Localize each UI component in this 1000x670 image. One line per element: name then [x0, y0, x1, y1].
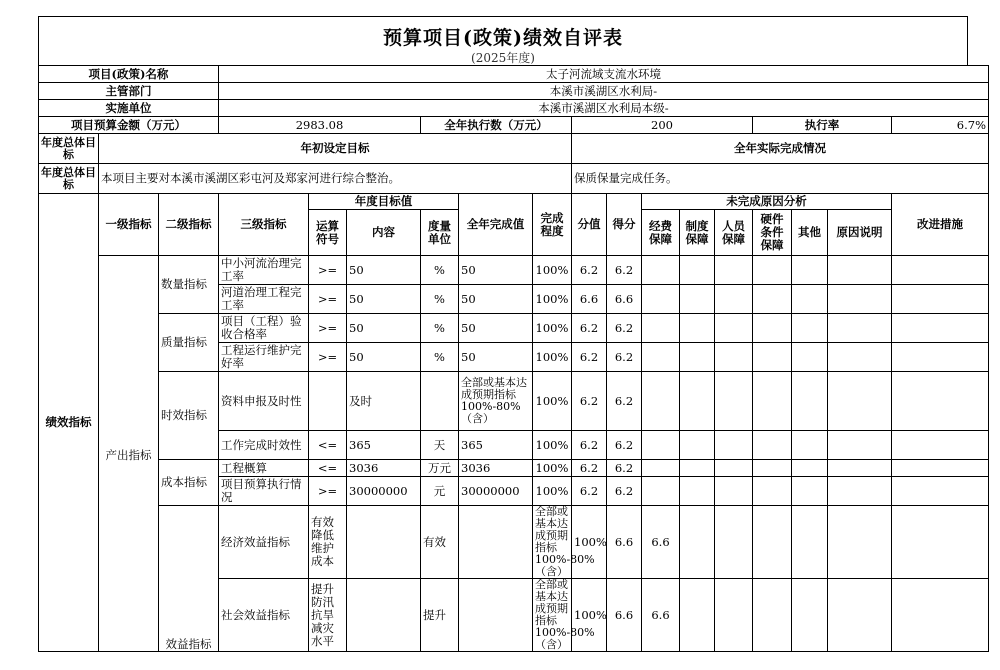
- degree-cell: 100%: [533, 477, 572, 506]
- empty-cell: [715, 431, 753, 460]
- empty-cell: [892, 506, 989, 579]
- score-cell: 6.2: [572, 372, 607, 431]
- l3-cell: 有效降低维护成本: [309, 506, 347, 579]
- empty-cell: [715, 256, 753, 285]
- empty-cell: [642, 477, 680, 506]
- perf-label: 绩效指标: [39, 194, 99, 652]
- empty-cell: [892, 477, 989, 506]
- unit-cell: 万元: [421, 460, 459, 477]
- score-cell: 6.6: [607, 506, 642, 579]
- empty-cell: [792, 372, 828, 431]
- content-cell: 提升: [421, 579, 459, 652]
- empty-cell: [753, 506, 792, 579]
- op-cell: >=: [309, 314, 347, 343]
- empty-cell: [753, 256, 792, 285]
- actual-cell: 50: [459, 343, 533, 372]
- table-row: [39, 372, 989, 431]
- l3-cell: 项目（工程）验收合格率: [219, 314, 309, 343]
- got-cell: 6.2: [607, 314, 642, 343]
- empty-cell: [828, 460, 892, 477]
- table-row: [39, 506, 989, 579]
- actual-cell: 50: [459, 314, 533, 343]
- l3-header: 三级指标: [219, 194, 309, 256]
- op-cell: >=: [309, 477, 347, 506]
- got-cell: 6.6: [642, 506, 680, 579]
- goal-actual-text: 保质保量完成任务。: [572, 164, 989, 194]
- rate-value: 6.7%: [892, 117, 989, 134]
- table-row: [39, 256, 989, 285]
- rate-label: 执行率: [753, 117, 892, 134]
- reason-header: 未完成原因分析: [642, 194, 892, 210]
- unit-value: 本溪市溪湖区水利局本级-: [219, 100, 989, 117]
- score-cell: 6.2: [572, 314, 607, 343]
- table-row: [39, 460, 989, 477]
- empty-cell: [828, 285, 892, 314]
- got-cell: 6.2: [607, 372, 642, 431]
- improve-header: 改进措施: [892, 194, 989, 256]
- empty-cell: [680, 314, 715, 343]
- empty-cell: [715, 314, 753, 343]
- goal-actual-header: 全年实际完成情况: [572, 134, 989, 164]
- empty-cell: [892, 579, 989, 652]
- degree-cell: 100%: [533, 285, 572, 314]
- op-cell: [347, 506, 421, 579]
- unit-cell: %: [421, 256, 459, 285]
- op-cell: >=: [309, 256, 347, 285]
- empty-cell: [680, 372, 715, 431]
- table-row: [39, 314, 989, 343]
- empty-cell: [753, 477, 792, 506]
- unit-label: 实施单位: [39, 100, 219, 117]
- reason-other-header: 其他: [792, 210, 828, 256]
- evaluation-table: [38, 65, 989, 652]
- content-cell: 及时: [347, 372, 421, 431]
- empty-cell: [642, 460, 680, 477]
- empty-cell: [680, 579, 715, 652]
- l3-cell: 提升防汛抗旱减灾水平: [309, 579, 347, 652]
- empty-cell: [828, 431, 892, 460]
- l2-econ: 经济效益指标: [219, 506, 309, 579]
- empty-cell: [715, 477, 753, 506]
- got-cell: 6.2: [607, 431, 642, 460]
- score-cell: 6.6: [572, 285, 607, 314]
- content-cell: 3036: [347, 460, 421, 477]
- reason-hardware-header: 硬件条件保障: [753, 210, 792, 256]
- empty-cell: [680, 477, 715, 506]
- empty-cell: [892, 460, 989, 477]
- l1-header: 一级指标: [99, 194, 159, 256]
- empty-cell: [715, 460, 753, 477]
- degree-cell: 100%: [533, 314, 572, 343]
- op-cell: <=: [309, 431, 347, 460]
- goal-initial-header: 年初设定目标: [99, 134, 572, 164]
- op-cell: >=: [309, 343, 347, 372]
- degree-cell: 100%: [533, 460, 572, 477]
- empty-cell: [828, 506, 892, 579]
- unit-cell: [421, 372, 459, 431]
- reason-system-header: 制度保障: [680, 210, 715, 256]
- actual-cell: 50: [459, 285, 533, 314]
- empty-cell: [642, 314, 680, 343]
- reason-explain-header: 原因说明: [828, 210, 892, 256]
- empty-cell: [792, 506, 828, 579]
- l2-cost: 成本指标: [159, 460, 219, 506]
- empty-cell: [892, 314, 989, 343]
- self-evaluation-sheet: [38, 16, 986, 652]
- empty-cell: [792, 460, 828, 477]
- empty-cell: [642, 372, 680, 431]
- content-cell: 50: [347, 314, 421, 343]
- l3-cell: 河道治理工程完工率: [219, 285, 309, 314]
- project-name-label: 项目(政策)名称: [39, 66, 219, 83]
- score-cell: 6.2: [572, 343, 607, 372]
- l2-social: 社会效益指标: [219, 579, 309, 652]
- score-cell: 6.6: [607, 579, 642, 652]
- empty-cell: [715, 579, 753, 652]
- l3-cell: 工作完成时效性: [219, 431, 309, 460]
- budget-label: 项目预算金额（万元）: [39, 117, 219, 134]
- got-cell: 6.2: [607, 343, 642, 372]
- l2-quantity: 数量指标: [159, 256, 219, 314]
- l2-quality: 质量指标: [159, 314, 219, 372]
- op-cell: <=: [309, 460, 347, 477]
- empty-cell: [828, 256, 892, 285]
- empty-cell: [715, 372, 753, 431]
- empty-cell: [892, 343, 989, 372]
- empty-cell: [792, 343, 828, 372]
- empty-cell: [715, 506, 753, 579]
- got-cell: 6.2: [607, 256, 642, 285]
- unit-cell: [459, 506, 533, 579]
- actual-cell: 全部或基本达成预期指标100%-80%（含）: [533, 579, 572, 652]
- empty-cell: [828, 343, 892, 372]
- content-cell: 50: [347, 256, 421, 285]
- op-cell: [309, 372, 347, 431]
- empty-cell: [792, 256, 828, 285]
- actual-cell: 3036: [459, 460, 533, 477]
- degree-cell: 100%: [533, 431, 572, 460]
- content-cell: 30000000: [347, 477, 421, 506]
- reason-funding-header: 经费保障: [642, 210, 680, 256]
- empty-cell: [828, 314, 892, 343]
- empty-cell: [680, 460, 715, 477]
- empty-cell: [753, 285, 792, 314]
- l2-time: 时效指标: [159, 372, 219, 460]
- score-cell: 6.2: [572, 431, 607, 460]
- empty-cell: [680, 431, 715, 460]
- dept-value: 本溪市溪湖区水利局-: [219, 83, 989, 100]
- unit-cell: 天: [421, 431, 459, 460]
- degree-cell: 100%: [533, 343, 572, 372]
- got-cell: 6.2: [607, 477, 642, 506]
- goal-label: 年度总体目标: [39, 134, 99, 164]
- empty-cell: [715, 343, 753, 372]
- op-cell: [347, 579, 421, 652]
- empty-cell: [792, 431, 828, 460]
- score-header: 分值: [572, 194, 607, 256]
- op-cell: >=: [309, 285, 347, 314]
- content-cell: 50: [347, 343, 421, 372]
- degree-cell: 100%: [533, 256, 572, 285]
- empty-cell: [828, 477, 892, 506]
- degree-cell: 100%: [572, 506, 607, 579]
- exec-label: 全年执行数（万元）: [421, 117, 572, 134]
- reason-staff-header: 人员保障: [715, 210, 753, 256]
- empty-cell: [753, 372, 792, 431]
- unit-cell: %: [421, 343, 459, 372]
- score-cell: 6.2: [572, 256, 607, 285]
- project-name-value: 太子河流域支流水环境: [219, 66, 989, 83]
- empty-cell: [642, 431, 680, 460]
- unit-cell: %: [421, 314, 459, 343]
- exec-value: 200: [572, 117, 753, 134]
- empty-cell: [753, 579, 792, 652]
- empty-cell: [753, 343, 792, 372]
- empty-cell: [792, 314, 828, 343]
- actual-cell: 全部或基本达成预期指标100%-80%（含）: [459, 372, 533, 431]
- content-header: 内容: [347, 210, 421, 256]
- actual-header: 全年完成值: [459, 194, 533, 256]
- degree-cell: 100%: [572, 579, 607, 652]
- goal-label-2: 年度总体目标: [39, 164, 99, 194]
- l3-cell: 工程概算: [219, 460, 309, 477]
- empty-cell: [680, 285, 715, 314]
- unit-header: 度量单位: [421, 210, 459, 256]
- empty-cell: [892, 431, 989, 460]
- actual-cell: 50: [459, 256, 533, 285]
- unit-cell: [459, 579, 533, 652]
- content-cell: 50: [347, 285, 421, 314]
- empty-cell: [892, 285, 989, 314]
- budget-value: 2983.08: [219, 117, 421, 134]
- empty-cell: [792, 285, 828, 314]
- got-cell: 6.6: [642, 579, 680, 652]
- l2-header: 二级指标: [159, 194, 219, 256]
- empty-cell: [642, 256, 680, 285]
- actual-cell: 365: [459, 431, 533, 460]
- empty-cell: [753, 314, 792, 343]
- title-area: [38, 16, 968, 65]
- got-cell: 6.6: [607, 285, 642, 314]
- empty-cell: [828, 579, 892, 652]
- unit-cell: %: [421, 285, 459, 314]
- actual-cell: 全部或基本达成预期指标100%-80%（含）: [533, 506, 572, 579]
- form-title: 预算项目(政策)绩效自评表: [383, 27, 623, 49]
- empty-cell: [828, 372, 892, 431]
- degree-cell: 100%: [533, 372, 572, 431]
- empty-cell: [792, 477, 828, 506]
- unit-cell: 元: [421, 477, 459, 506]
- score-cell: 6.2: [572, 460, 607, 477]
- empty-cell: [642, 285, 680, 314]
- empty-cell: [792, 579, 828, 652]
- op-header: 运算符号: [309, 210, 347, 256]
- l3-cell: 资料申报及时性: [219, 372, 309, 431]
- empty-cell: [753, 431, 792, 460]
- l1-benefit: 效益指标: [159, 506, 219, 652]
- l3-cell: 工程运行维护完好率: [219, 343, 309, 372]
- degree-header: 完成程度: [533, 194, 572, 256]
- empty-cell: [642, 343, 680, 372]
- l3-cell: 项目预算执行情况: [219, 477, 309, 506]
- empty-cell: [680, 256, 715, 285]
- empty-cell: [892, 372, 989, 431]
- empty-cell: [715, 285, 753, 314]
- goal-initial-text: 本项目主要对本溪市溪湖区彩屯河及郑家河进行综合整治。: [99, 164, 572, 194]
- got-cell: 6.2: [607, 460, 642, 477]
- actual-cell: 30000000: [459, 477, 533, 506]
- content-cell: 365: [347, 431, 421, 460]
- l1-output: 产出指标: [99, 256, 159, 652]
- empty-cell: [680, 343, 715, 372]
- dept-label: 主管部门: [39, 83, 219, 100]
- empty-cell: [753, 460, 792, 477]
- l3-cell: 中小河流治理完工率: [219, 256, 309, 285]
- score-cell: 6.2: [572, 477, 607, 506]
- empty-cell: [680, 506, 715, 579]
- form-year: (2025年度): [471, 51, 535, 65]
- got-header: 得分: [607, 194, 642, 256]
- content-cell: 有效: [421, 506, 459, 579]
- target-header: 年度目标值: [309, 194, 459, 210]
- empty-cell: [892, 256, 989, 285]
